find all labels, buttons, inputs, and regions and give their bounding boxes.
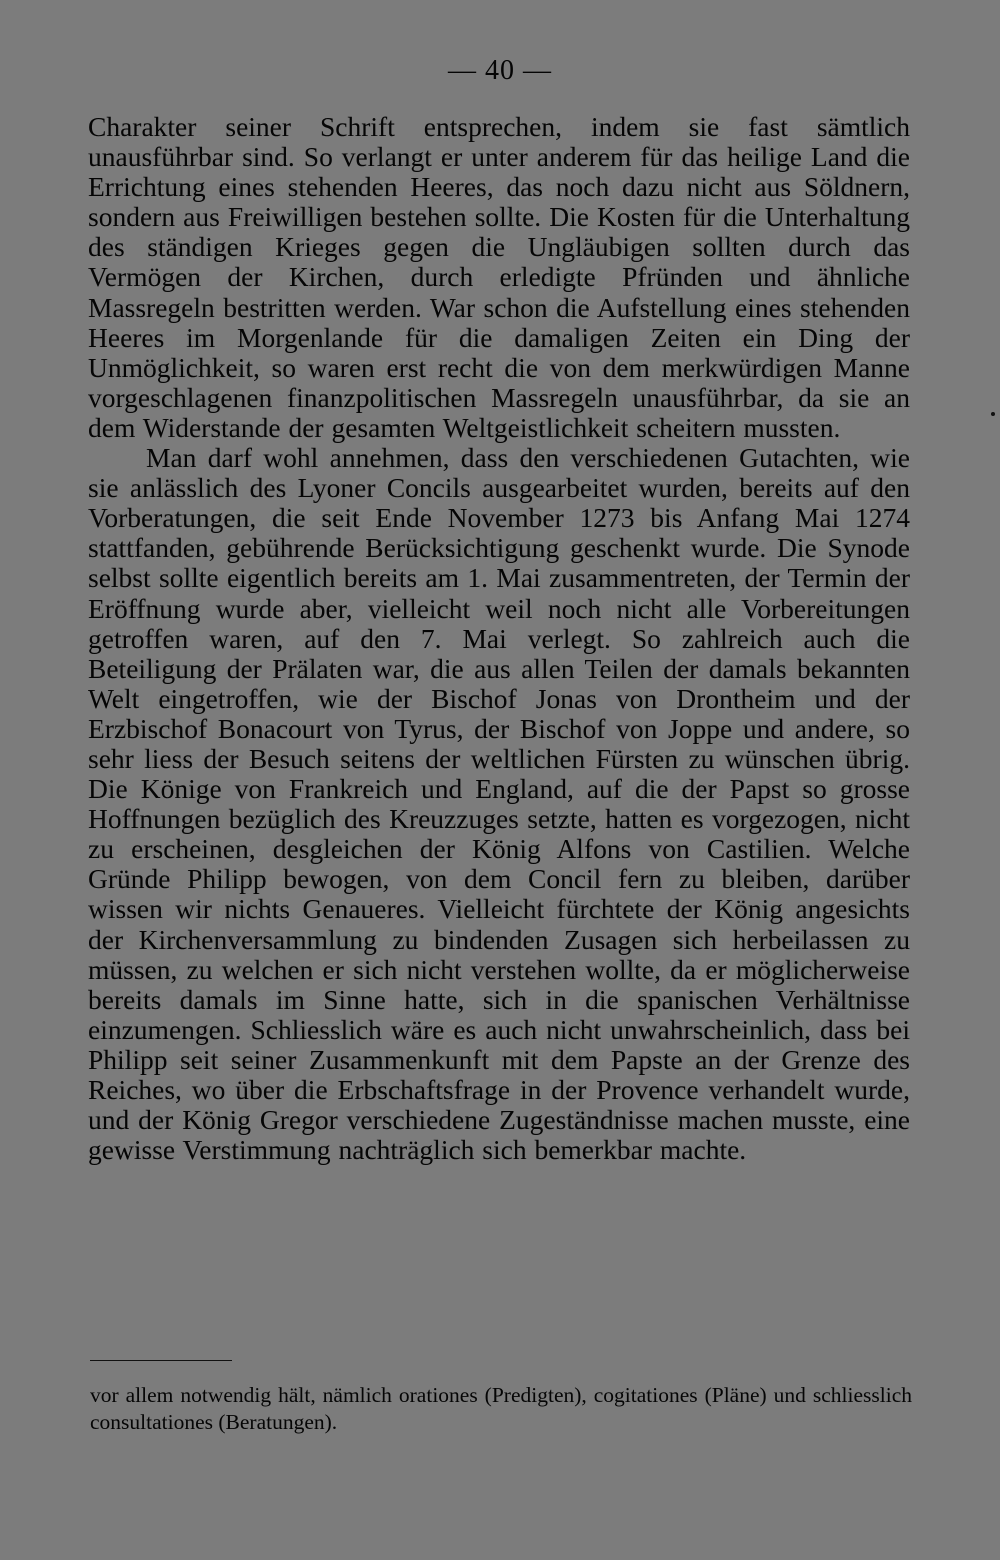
footnote-divider	[90, 1360, 232, 1361]
main-text	[88, 112, 910, 1165]
footnote: vor allem notwendig hält, nämlich orationes (Predigten), cogitationes (Pläne) und schliesslich consultationes (Beratungen).	[90, 1383, 912, 1434]
page-number: — 40 —	[448, 55, 552, 86]
margin-speck	[991, 412, 995, 416]
paragraph-1: Charakter seiner Schrift entsprechen, indem sie fast sämtlich unausführbar sind. So verlangt er unter anderem für das heilige Land die Errichtung eines stehenden Heeres, das noch dazu nicht aus Söldnern, sondern aus Freiwilligen bestehen sollte. Die Kosten für die Unterhaltung des ständigen Krieges gegen die Ungläubigen sollten durch das Vermögen der Kirchen, durch erledigte Pfründen und ähnliche Massregeln bestritten werden. War schon die Aufstellung eines stehenden Heeres im Morgenlande für die damaligen Zeiten ein Ding der Unmöglichkeit, so waren erst recht die von dem merkwürdigen Manne vorgeschlagenen finanzpolitischen Massregeln unausführbar, da sie an dem Widerstande der gesamten Weltgeistlichkeit scheitern mussten.	[88, 111, 910, 443]
paragraph-2: Man darf wohl annehmen, dass den verschiedenen Gutachten, wie sie anlässlich des Lyoner Concils ausgearbeitet wurden, bereits auf den Vorberatungen, die seit Ende November 1273 bis Anfang Mai 1274 stattfanden, gebührende Berücksichtigung geschenkt wurde. Die Synode selbst sollte eigentlich bereits am 1. Mai zusammentreten, der Termin der Eröffnung wurde aber, vielleicht weil noch nicht alle Vorbereitungen getroffen waren, auf den 7. Mai verlegt. So zahlreich auch die Beteiligung der Prälaten war, die aus allen Teilen der damals bekannten Welt eingetroffen, wie der Bischof Jonas von Drontheim und der Erzbischof Bonacourt von Tyrus, der Bischof von Joppe und andere, so sehr liess der Besuch seitens der weltlichen Fürsten zu wünschen übrig. Die Könige von Frankreich und England, auf die der Papst so grosse Hoffnungen bezüglich des Kreuzzuges setzte, hatten es vorgezogen, nicht zu erscheinen, desgleichen der König Alfons von Castilien. Welche Gründe Philipp bewogen, von dem Concil fern zu bleiben, darüber wissen wir nichts Genaueres. Vielleicht fürchtete der König angesichts der Kirchenversammlung zu bindenden Zusagen sich herbeilassen zu müssen, zu welchen er sich nicht verstehen wollte, da er möglicherweise bereits damals im Sinne hatte, sich in die spanischen Verhältnisse einzumengen. Schliesslich wäre es auch nicht unwahrscheinlich, dass bei Philipp seit seiner Zusammenkunft mit dem Papste an der Grenze des Reiches, wo über die Erbschaftsfrage in der Provence verhandelt wurde, und der König Gregor verschiedene Zugeständnisse machen musste, eine gewisse Verstimmung nachträglich sich bemerkbar machte.	[88, 442, 910, 1166]
